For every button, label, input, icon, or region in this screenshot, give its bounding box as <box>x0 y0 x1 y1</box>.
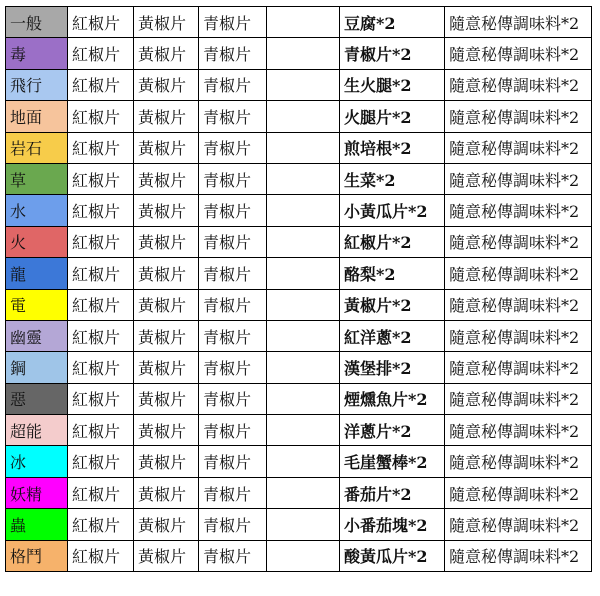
table-row <box>6 226 592 257</box>
empty-cell <box>267 415 340 446</box>
type-cell: 岩石 <box>6 132 68 163</box>
type-cell: 龍 <box>6 258 68 289</box>
ingredient-red-cell: 紅椒片 <box>68 477 134 508</box>
ingredient-red-cell: 紅椒片 <box>68 258 134 289</box>
key-ingredient-cell: 豆腐*2 <box>340 7 445 38</box>
seasoning-cell: 隨意秘傳調味料*2 <box>445 69 592 100</box>
seasoning-cell: 隨意秘傳調味料*2 <box>445 289 592 320</box>
key-ingredient-cell: 生菜*2 <box>340 163 445 194</box>
table-row <box>6 509 592 540</box>
ingredient-yellow-cell: 黃椒片 <box>134 69 199 100</box>
seasoning-cell: 隨意秘傳調味料*2 <box>445 446 592 477</box>
table-row <box>6 132 592 163</box>
ingredient-red-cell: 紅椒片 <box>68 38 134 69</box>
ingredient-green-cell: 青椒片 <box>199 132 267 163</box>
table-row <box>6 477 592 508</box>
ingredient-yellow-cell: 黃椒片 <box>134 352 199 383</box>
type-cell: 電 <box>6 289 68 320</box>
ingredient-yellow-cell: 黃椒片 <box>134 132 199 163</box>
empty-cell <box>267 446 340 477</box>
ingredient-red-cell: 紅椒片 <box>68 101 134 132</box>
type-cell: 惡 <box>6 383 68 414</box>
type-cell: 超能 <box>6 415 68 446</box>
ingredient-green-cell: 青椒片 <box>199 258 267 289</box>
ingredient-yellow-cell: 黃椒片 <box>134 383 199 414</box>
seasoning-cell: 隨意秘傳調味料*2 <box>445 320 592 351</box>
empty-cell <box>267 258 340 289</box>
ingredient-yellow-cell: 黃椒片 <box>134 477 199 508</box>
table-row <box>6 258 592 289</box>
type-cell: 地面 <box>6 101 68 132</box>
table-row <box>6 540 592 571</box>
key-ingredient-cell: 黃椒片*2 <box>340 289 445 320</box>
table-row <box>6 289 592 320</box>
ingredient-red-cell: 紅椒片 <box>68 195 134 226</box>
ingredient-red-cell: 紅椒片 <box>68 383 134 414</box>
ingredient-red-cell: 紅椒片 <box>68 509 134 540</box>
type-cell: 一般 <box>6 7 68 38</box>
table-row <box>6 383 592 414</box>
ingredient-green-cell: 青椒片 <box>199 101 267 132</box>
type-cell: 鋼 <box>6 352 68 383</box>
ingredient-green-cell: 青椒片 <box>199 477 267 508</box>
type-cell: 水 <box>6 195 68 226</box>
ingredient-red-cell: 紅椒片 <box>68 69 134 100</box>
ingredient-yellow-cell: 黃椒片 <box>134 415 199 446</box>
seasoning-cell: 隨意秘傳調味料*2 <box>445 509 592 540</box>
key-ingredient-cell: 小番茄塊*2 <box>340 509 445 540</box>
table-row <box>6 415 592 446</box>
seasoning-cell: 隨意秘傳調味料*2 <box>445 540 592 571</box>
table-row <box>6 195 592 226</box>
key-ingredient-cell: 酪梨*2 <box>340 258 445 289</box>
table-row <box>6 320 592 351</box>
ingredient-red-cell: 紅椒片 <box>68 446 134 477</box>
seasoning-cell: 隨意秘傳調味料*2 <box>445 383 592 414</box>
table-row <box>6 352 592 383</box>
ingredient-green-cell: 青椒片 <box>199 69 267 100</box>
type-cell: 毒 <box>6 38 68 69</box>
seasoning-cell: 隨意秘傳調味料*2 <box>445 101 592 132</box>
empty-cell <box>267 383 340 414</box>
seasoning-cell: 隨意秘傳調味料*2 <box>445 163 592 194</box>
key-ingredient-cell: 酸黃瓜片*2 <box>340 540 445 571</box>
ingredient-yellow-cell: 黃椒片 <box>134 289 199 320</box>
key-ingredient-cell: 毛崖蟹棒*2 <box>340 446 445 477</box>
ingredient-red-cell: 紅椒片 <box>68 540 134 571</box>
ingredient-yellow-cell: 黃椒片 <box>134 540 199 571</box>
ingredient-yellow-cell: 黃椒片 <box>134 195 199 226</box>
ingredient-green-cell: 青椒片 <box>199 509 267 540</box>
ingredient-red-cell: 紅椒片 <box>68 132 134 163</box>
ingredient-yellow-cell: 黃椒片 <box>134 320 199 351</box>
key-ingredient-cell: 煙燻魚片*2 <box>340 383 445 414</box>
empty-cell <box>267 320 340 351</box>
type-cell: 飛行 <box>6 69 68 100</box>
seasoning-cell: 隨意秘傳調味料*2 <box>445 7 592 38</box>
ingredient-green-cell: 青椒片 <box>199 352 267 383</box>
seasoning-cell: 隨意秘傳調味料*2 <box>445 258 592 289</box>
ingredient-yellow-cell: 黃椒片 <box>134 38 199 69</box>
ingredient-red-cell: 紅椒片 <box>68 320 134 351</box>
table-row <box>6 38 592 69</box>
ingredient-green-cell: 青椒片 <box>199 226 267 257</box>
ingredient-green-cell: 青椒片 <box>199 7 267 38</box>
ingredient-yellow-cell: 黃椒片 <box>134 101 199 132</box>
seasoning-cell: 隨意秘傳調味料*2 <box>445 415 592 446</box>
ingredient-green-cell: 青椒片 <box>199 415 267 446</box>
seasoning-cell: 隨意秘傳調味料*2 <box>445 477 592 508</box>
ingredient-green-cell: 青椒片 <box>199 163 267 194</box>
seasoning-cell: 隨意秘傳調味料*2 <box>445 38 592 69</box>
empty-cell <box>267 195 340 226</box>
table-row <box>6 163 592 194</box>
type-cell: 幽靈 <box>6 320 68 351</box>
ingredient-red-cell: 紅椒片 <box>68 415 134 446</box>
type-cell: 妖精 <box>6 477 68 508</box>
empty-cell <box>267 7 340 38</box>
key-ingredient-cell: 火腿片*2 <box>340 101 445 132</box>
empty-cell <box>267 540 340 571</box>
ingredient-red-cell: 紅椒片 <box>68 163 134 194</box>
ingredient-yellow-cell: 黃椒片 <box>134 7 199 38</box>
empty-cell <box>267 289 340 320</box>
ingredient-yellow-cell: 黃椒片 <box>134 163 199 194</box>
empty-cell <box>267 38 340 69</box>
table-row <box>6 446 592 477</box>
ingredient-green-cell: 青椒片 <box>199 540 267 571</box>
key-ingredient-cell: 番茄片*2 <box>340 477 445 508</box>
recipe-table-body <box>6 7 592 572</box>
type-cell: 蟲 <box>6 509 68 540</box>
seasoning-cell: 隨意秘傳調味料*2 <box>445 132 592 163</box>
ingredient-green-cell: 青椒片 <box>199 38 267 69</box>
key-ingredient-cell: 洋蔥片*2 <box>340 415 445 446</box>
seasoning-cell: 隨意秘傳調味料*2 <box>445 195 592 226</box>
key-ingredient-cell: 漢堡排*2 <box>340 352 445 383</box>
ingredient-yellow-cell: 黃椒片 <box>134 446 199 477</box>
table-row <box>6 69 592 100</box>
empty-cell <box>267 101 340 132</box>
ingredient-green-cell: 青椒片 <box>199 446 267 477</box>
ingredient-yellow-cell: 黃椒片 <box>134 509 199 540</box>
key-ingredient-cell: 青椒片*2 <box>340 38 445 69</box>
empty-cell <box>267 352 340 383</box>
empty-cell <box>267 509 340 540</box>
ingredient-red-cell: 紅椒片 <box>68 7 134 38</box>
key-ingredient-cell: 紅椒片*2 <box>340 226 445 257</box>
empty-cell <box>267 226 340 257</box>
key-ingredient-cell: 生火腿*2 <box>340 69 445 100</box>
empty-cell <box>267 69 340 100</box>
key-ingredient-cell: 紅洋蔥*2 <box>340 320 445 351</box>
ingredient-green-cell: 青椒片 <box>199 195 267 226</box>
table-row <box>6 101 592 132</box>
type-cell: 草 <box>6 163 68 194</box>
empty-cell <box>267 477 340 508</box>
key-ingredient-cell: 煎培根*2 <box>340 132 445 163</box>
table-row <box>6 7 592 38</box>
recipe-table <box>5 6 592 572</box>
type-cell: 冰 <box>6 446 68 477</box>
empty-cell <box>267 132 340 163</box>
ingredient-red-cell: 紅椒片 <box>68 352 134 383</box>
ingredient-yellow-cell: 黃椒片 <box>134 258 199 289</box>
ingredient-red-cell: 紅椒片 <box>68 226 134 257</box>
empty-cell <box>267 163 340 194</box>
type-cell: 火 <box>6 226 68 257</box>
key-ingredient-cell: 小黃瓜片*2 <box>340 195 445 226</box>
seasoning-cell: 隨意秘傳調味料*2 <box>445 226 592 257</box>
type-cell: 格鬥 <box>6 540 68 571</box>
ingredient-red-cell: 紅椒片 <box>68 289 134 320</box>
ingredient-green-cell: 青椒片 <box>199 289 267 320</box>
ingredient-green-cell: 青椒片 <box>199 383 267 414</box>
seasoning-cell: 隨意秘傳調味料*2 <box>445 352 592 383</box>
ingredient-green-cell: 青椒片 <box>199 320 267 351</box>
ingredient-yellow-cell: 黃椒片 <box>134 226 199 257</box>
